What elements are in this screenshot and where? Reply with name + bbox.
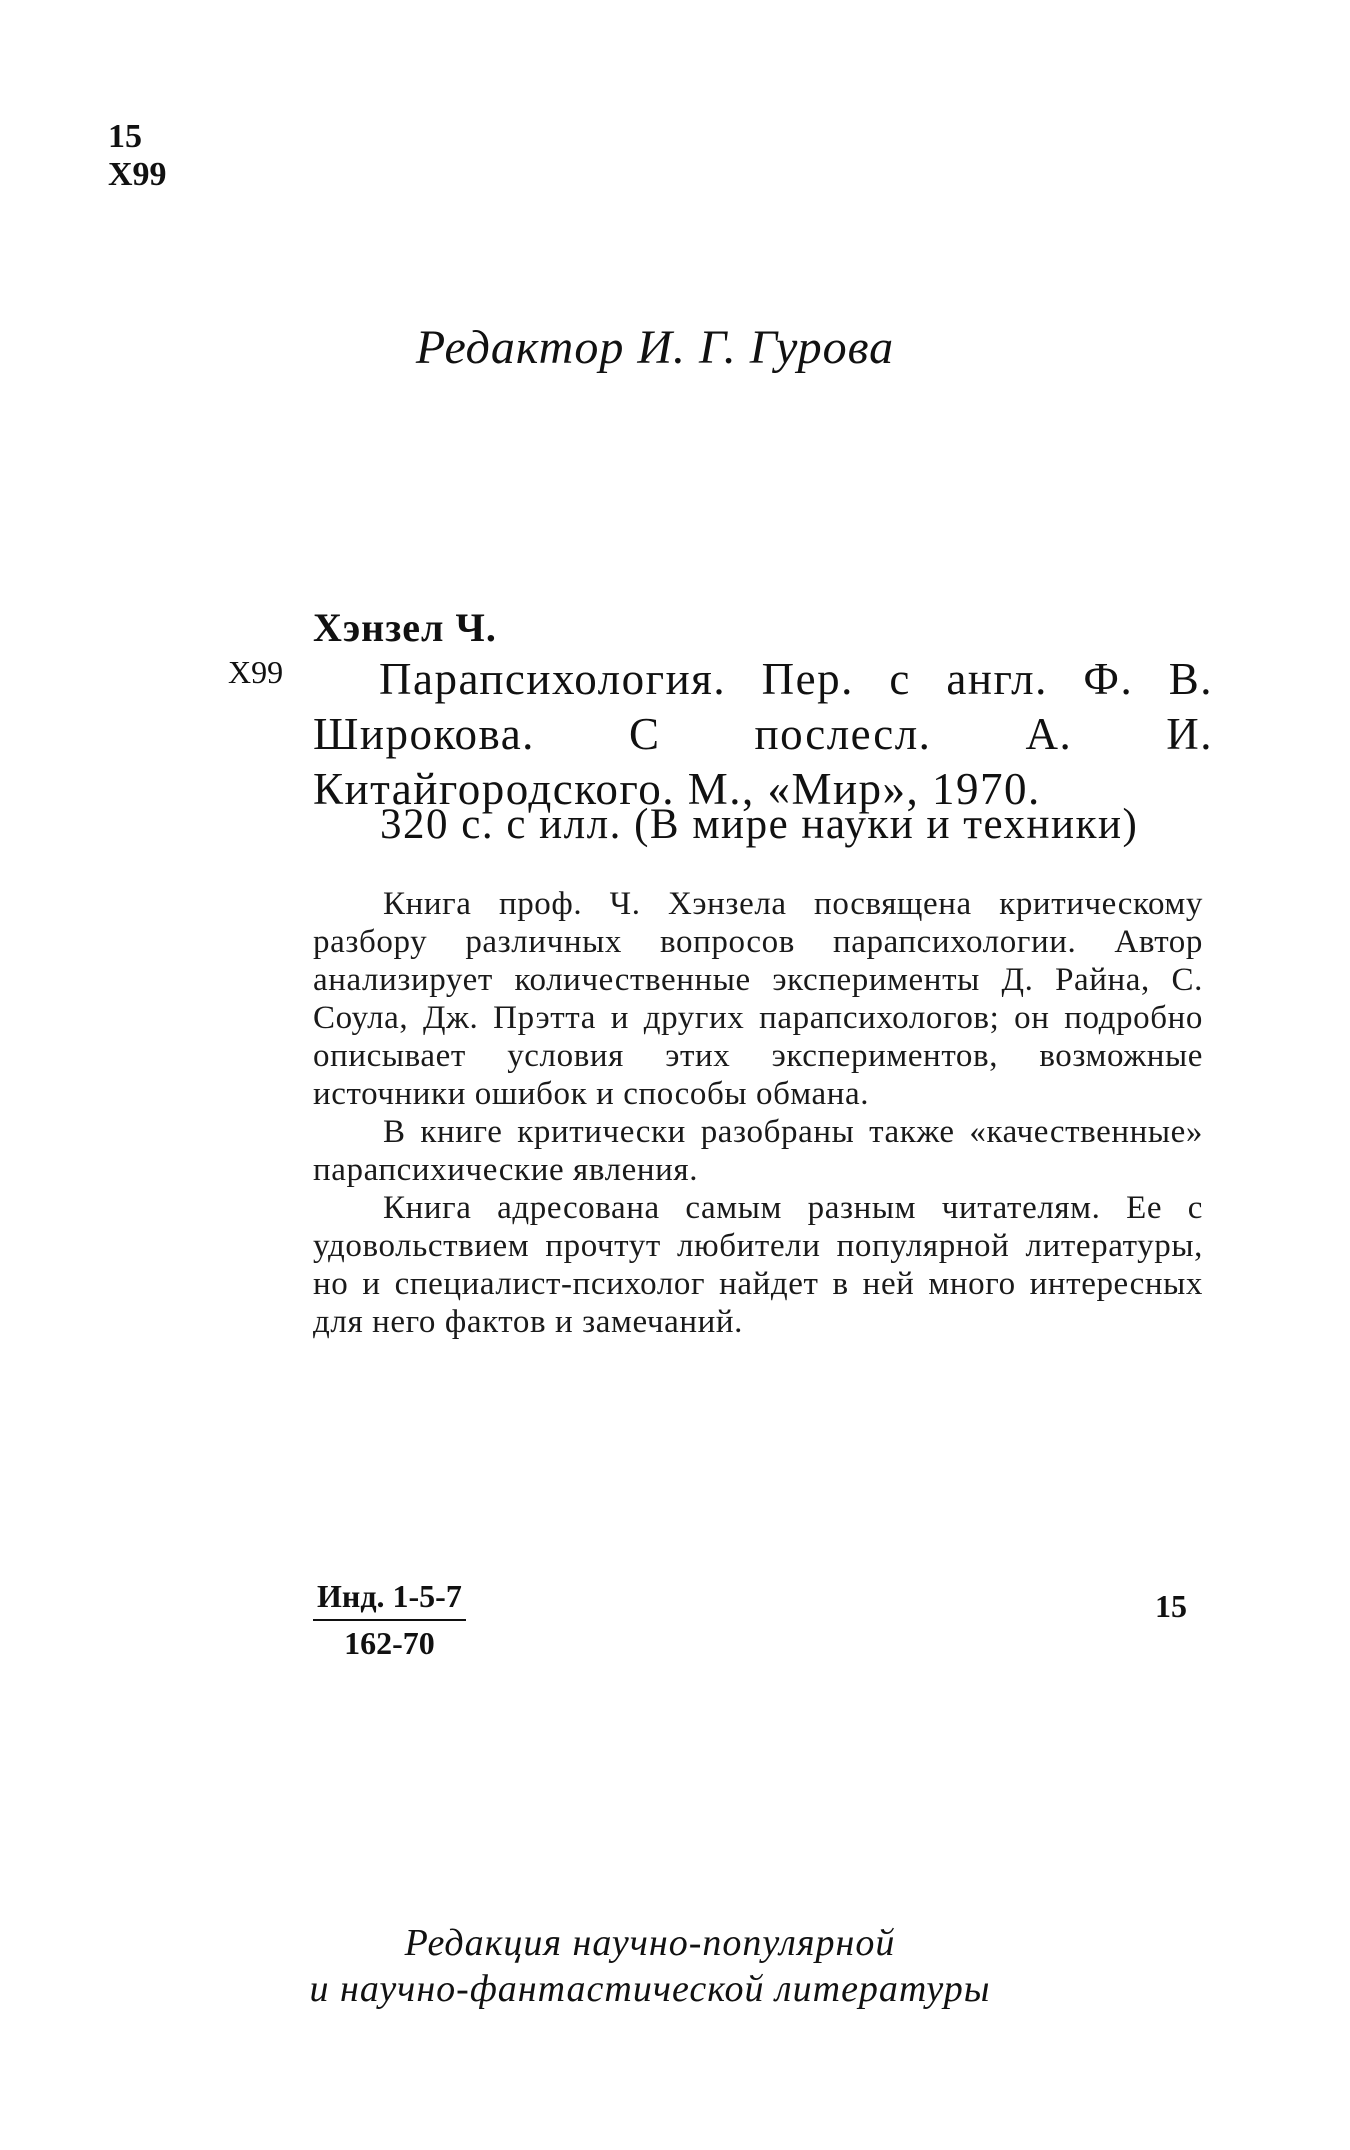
annotation (313, 885, 1203, 1341)
classification-block (108, 118, 167, 194)
annotation-paragraph: Книга адресована самым разным читателям. Ее с удовольствием прочтут любители популярной литературы, но и специалист-психолог найдет в ней много интересных для него фактов и замечаний. (313, 1190, 1203, 1340)
author-name: Хэнзел Ч. (313, 605, 497, 650)
udc-code: 15 (108, 118, 142, 155)
index-block (313, 1578, 466, 1662)
imprint (0, 1920, 1300, 2012)
annotation-paragraph: В книге критически разобраны также «качественные» парапсихические явления. (313, 1114, 1203, 1188)
imprint-line-1: Редакция научно-популярной (404, 1922, 896, 1964)
library-code: Х99 (228, 654, 284, 690)
price-code: 15 (1155, 1588, 1187, 1624)
classification-code: Х99 (108, 156, 167, 193)
index-code: Инд. 1-5-7 (313, 1578, 466, 1621)
annotation-paragraph: Книга проф. Ч. Хэнзела посвящена критическому разбору различных вопросов парапсихологии. Автор анализирует количественные эксперименты Д. Райна, С. Соула, Дж. Прэтта и других парапсихологов; он подробно описывает условия этих экспериментов, возможные источники ошибок и способы обмана. (313, 886, 1203, 1112)
bibliographic-description: Парапсихология. Пер. с англ. Ф. В. Широкова. С послесл. А. И. Китайгородского. М., «Мир», 1970. (313, 654, 1213, 814)
index-number: 162-70 (344, 1625, 435, 1661)
editor-line: Редактор И. Г. Гурова (415, 321, 895, 374)
page-count: 320 с. с илл. (В мире науки и техники) (380, 801, 1139, 848)
imprint-line-2: и научно-фантастической литературы (309, 1968, 991, 2010)
